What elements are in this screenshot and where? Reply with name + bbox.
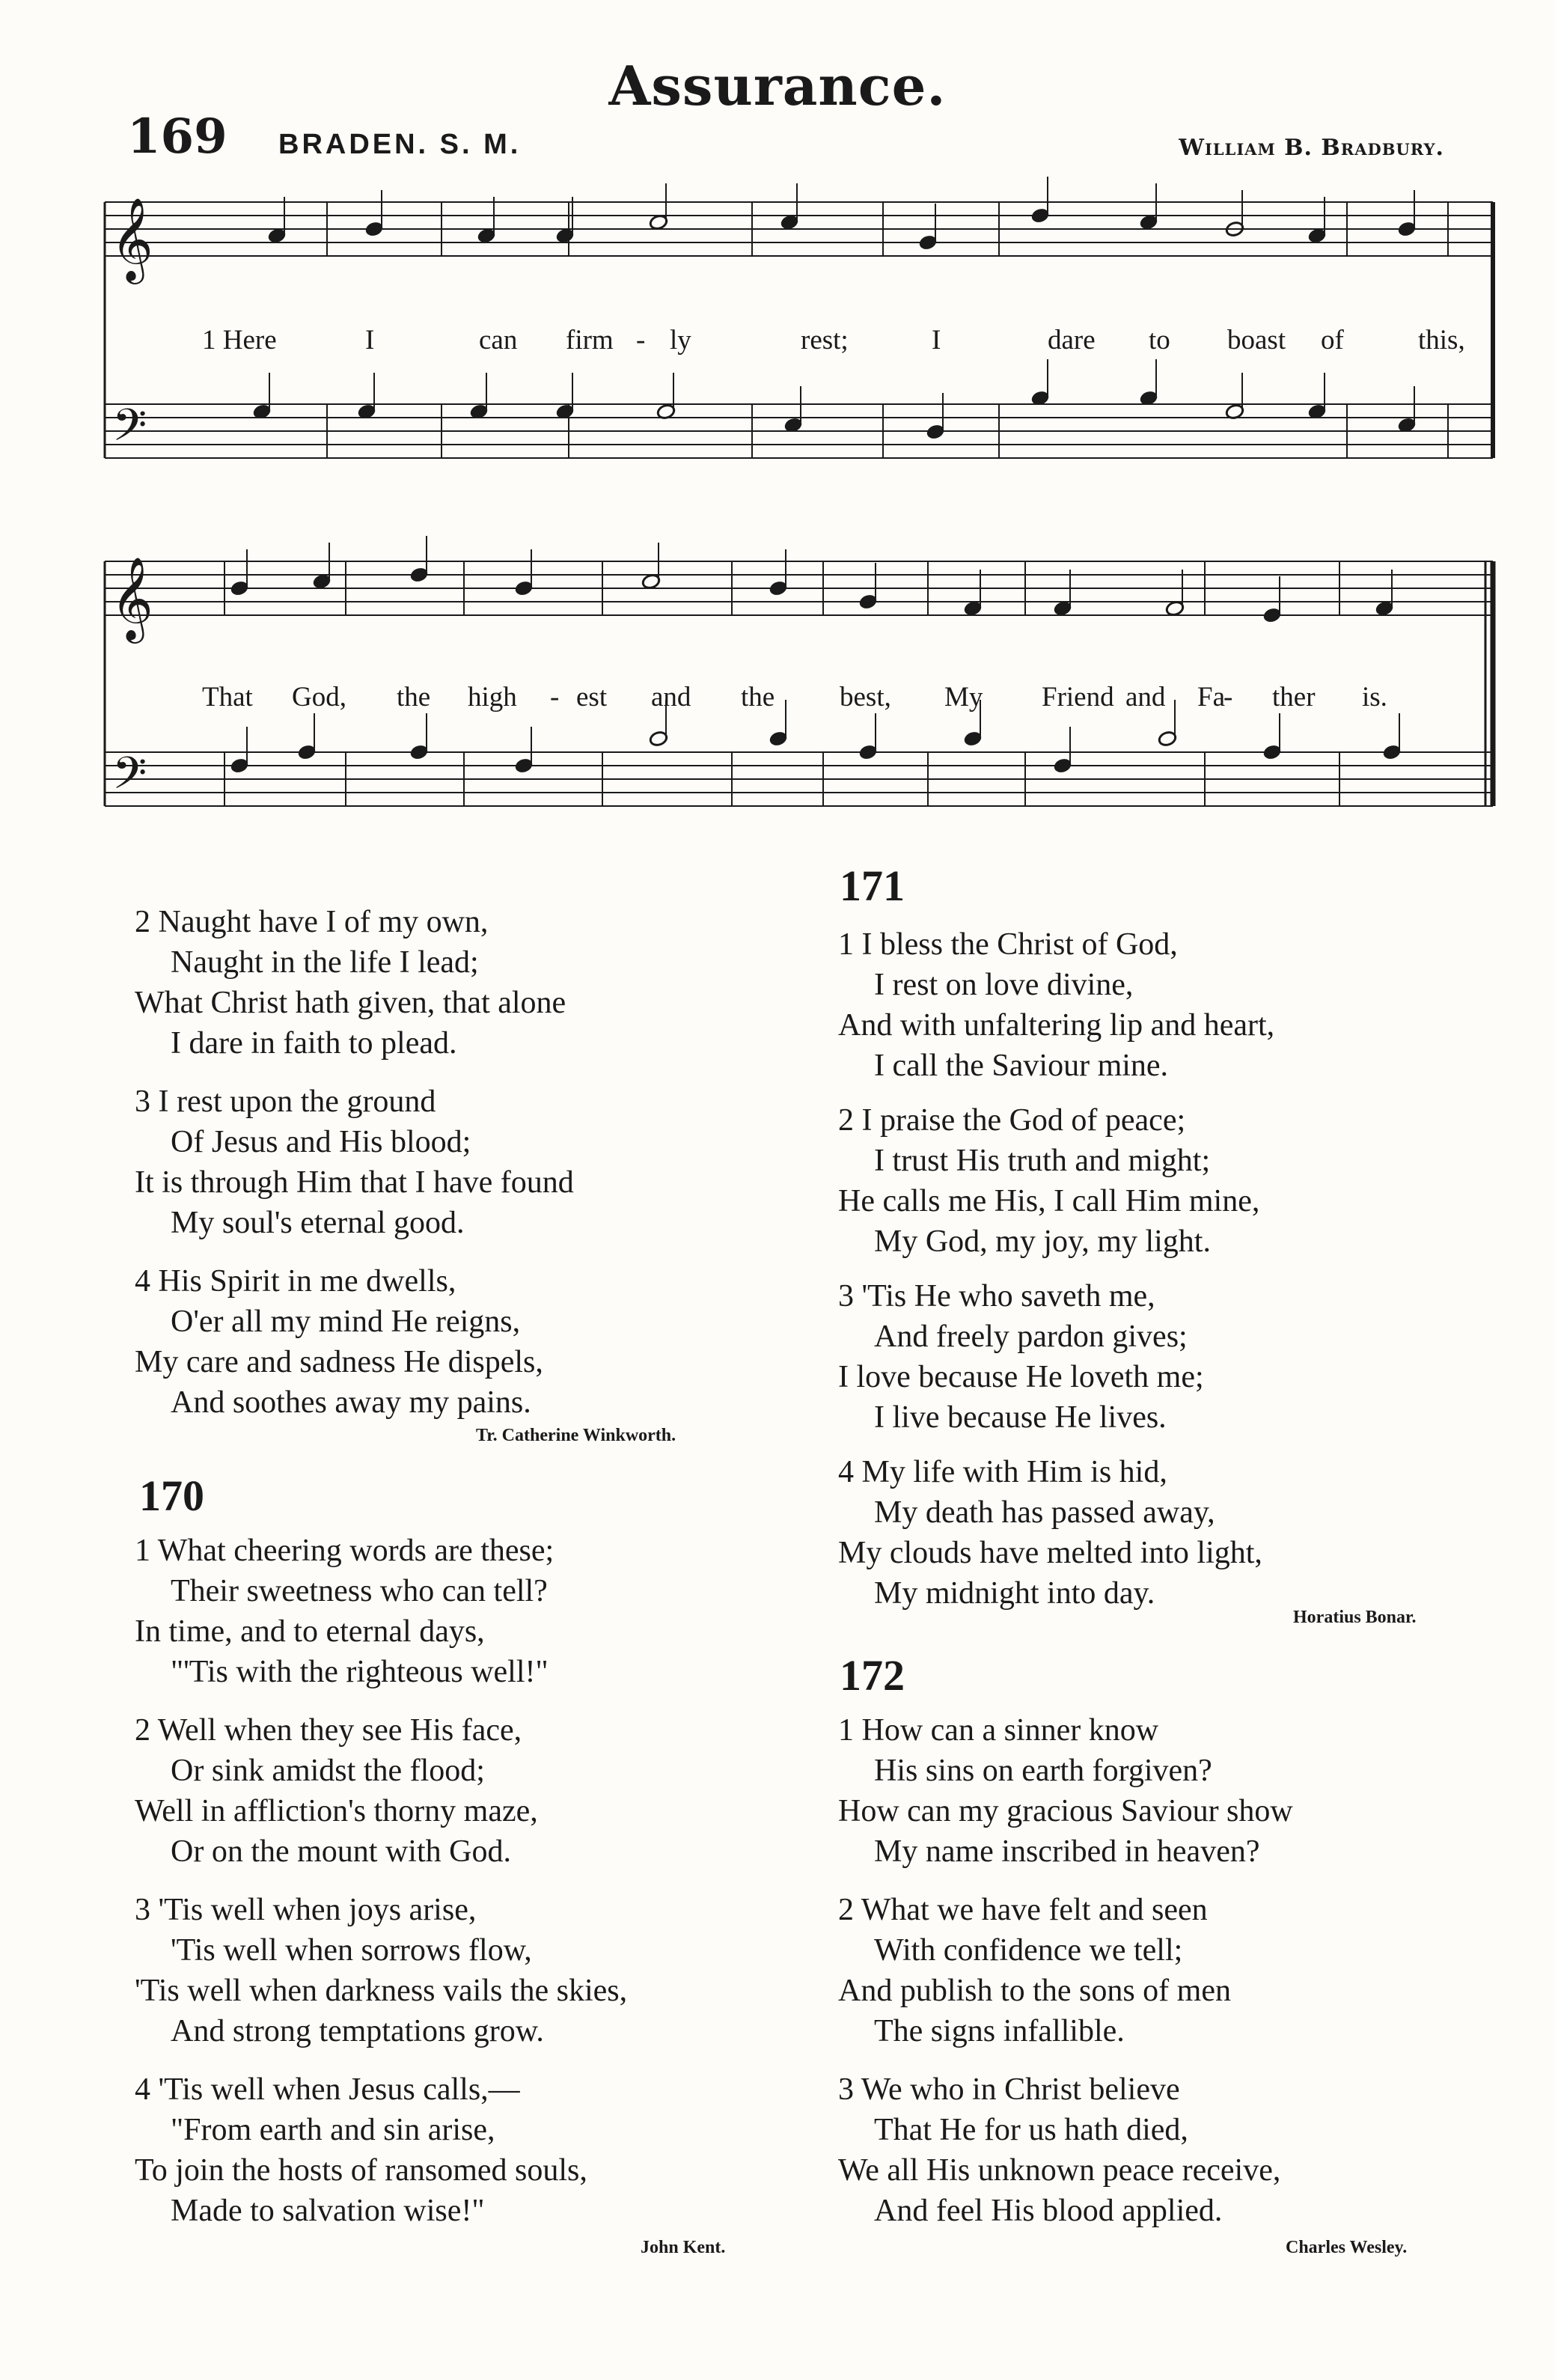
clef-icon: 𝄢: [112, 399, 147, 462]
verse-line: Or on the mount with God.: [171, 1834, 511, 1869]
verse-line: 1 How can a sinner know: [838, 1713, 1159, 1748]
lyric-word: to: [1149, 325, 1170, 356]
hymn170-verse-1: [135, 1531, 554, 1692]
hymn169-verse-4: [135, 1261, 543, 1423]
lyric-word: and: [651, 682, 691, 713]
lyric-word: -: [1223, 682, 1233, 713]
hymn170-verse-2: [135, 1710, 538, 1872]
verse-line: That He for us hath died,: [874, 2113, 1188, 2147]
clef-icon: 𝄞: [111, 556, 153, 640]
verse-line: What Christ hath given, that alone: [135, 986, 566, 1020]
lyric-word: est: [576, 682, 608, 713]
section-title: Assurance.: [608, 54, 947, 118]
verse-line: The signs infallible.: [874, 2014, 1125, 2048]
verse-line: 3 'Tis He who saveth me,: [838, 1279, 1155, 1313]
lyric-word: firm: [566, 325, 614, 356]
verse-line: My name inscribed in heaven?: [874, 1834, 1260, 1869]
verse-line: We all His unknown peace receive,: [838, 2153, 1281, 2188]
verse-line: I rest on love divine,: [874, 968, 1134, 1002]
lyric-word: Fa: [1197, 682, 1225, 713]
lyric-word: -: [550, 682, 560, 713]
verse-line: 1 What cheering words are these;: [135, 1534, 555, 1568]
verse-line: Naught in the life I lead;: [171, 945, 479, 980]
hymn-number-171: 171: [840, 861, 905, 910]
lyric-word: the: [741, 682, 775, 713]
verse-line: My midnight into day.: [874, 1576, 1155, 1611]
author-170: John Kent.: [641, 2238, 726, 2257]
verse-line: My God, my joy, my light.: [874, 1224, 1211, 1259]
lyric-word: Friend: [1042, 682, 1114, 713]
verse-line: 3 I rest upon the ground: [135, 1084, 436, 1119]
verse-line: Or sink amidst the flood;: [171, 1754, 485, 1788]
lyric-word: dare: [1048, 325, 1096, 356]
lyric-word: is.: [1362, 682, 1387, 713]
hymn171-verse-4: [838, 1452, 1262, 1614]
verse-line: I love because He loveth me;: [838, 1360, 1204, 1394]
verse-line: 2 I praise the God of peace;: [838, 1103, 1186, 1138]
verse-line: 2 Well when they see His face,: [135, 1713, 522, 1748]
lyric-word: I: [365, 325, 375, 356]
verse-line: 2 Naught have I of my own,: [135, 905, 489, 939]
author-171: Horatius Bonar.: [1293, 1608, 1417, 1627]
author-172: Charles Wesley.: [1286, 2238, 1408, 2257]
music-score: [0, 0, 1555, 853]
verse-line: O'er all my mind He reigns,: [171, 1305, 521, 1339]
verse-line: 4 His Spirit in me dwells,: [135, 1264, 456, 1299]
verse-line: Of Jesus and His blood;: [171, 1125, 471, 1159]
hymn171-verse-3: [838, 1276, 1204, 1438]
lyric-word: and: [1125, 682, 1166, 713]
verse-line: And strong temptations grow.: [171, 2014, 544, 2048]
verse-line: 4 My life with Him is hid,: [838, 1455, 1167, 1489]
hymn169-verse-2: [135, 902, 566, 1064]
lyric-word: God,: [292, 682, 346, 713]
verse-line: I call the Saviour mine.: [874, 1049, 1169, 1083]
hymn172-verse-3: [838, 2069, 1280, 2231]
verse-line: Well in affliction's thorny maze,: [135, 1794, 538, 1828]
verse-line: And with unfaltering lip and heart,: [838, 1008, 1275, 1043]
composer: William B. Bradbury.: [1179, 135, 1444, 161]
hymn171-verse-2: [838, 1100, 1259, 1262]
verse-line: I live because He lives.: [874, 1400, 1167, 1435]
verse-line: 1 I bless the Christ of God,: [838, 927, 1178, 962]
lyric-word: 1 Here: [202, 325, 277, 356]
lyric-word: can: [479, 325, 518, 356]
lyric-word: the: [397, 682, 431, 713]
verse-line: He calls me His, I call Him mine,: [838, 1184, 1260, 1218]
verse-line: 'Tis well when sorrows flow,: [171, 1933, 532, 1968]
lyric-word: I: [932, 325, 941, 356]
verse-line: My death has passed away,: [874, 1495, 1215, 1530]
lyric-word: boast: [1227, 325, 1286, 356]
verse-line: My soul's eternal good.: [171, 1206, 465, 1240]
verse-line: 2 What we have felt and seen: [838, 1893, 1208, 1927]
verse-line: It is through Him that I have found: [135, 1165, 574, 1200]
verse-line: My care and sadness He dispels,: [135, 1345, 543, 1379]
verse-line: How can my gracious Saviour show: [838, 1794, 1293, 1828]
verse-line: I dare in faith to plead.: [171, 1026, 457, 1061]
verse-line: 4 'Tis well when Jesus calls,—: [135, 2072, 520, 2107]
lyric-word: this,: [1418, 325, 1465, 356]
author-169: Tr. Catherine Winkworth.: [476, 1426, 676, 1445]
hymn-number-169: 169: [127, 109, 227, 165]
lyric-word: high: [468, 682, 517, 713]
lyric-word: -: [636, 325, 646, 356]
verse-line: 3 We who in Christ believe: [838, 2072, 1180, 2107]
lyric-word: of: [1321, 325, 1344, 356]
verse-line: And freely pardon gives;: [874, 1319, 1188, 1354]
verse-line: To join the hosts of ransomed souls,: [135, 2153, 587, 2188]
verse-line: And feel His blood applied.: [874, 2194, 1223, 2228]
hymn169-verse-3: [135, 1081, 574, 1243]
hymn170-verse-3: [135, 1890, 627, 2051]
verse-line: I trust His truth and might;: [874, 1144, 1211, 1178]
hymn-number-170: 170: [139, 1471, 204, 1520]
lyric-word: rest;: [801, 325, 849, 356]
verse-line: 3 'Tis well when joys arise,: [135, 1893, 477, 1927]
hymn172-verse-1: [838, 1710, 1293, 1872]
clef-icon: 𝄢: [112, 747, 147, 810]
verse-line: And publish to the sons of men: [838, 1974, 1231, 2008]
verse-line: And soothes away my pains.: [171, 1385, 531, 1420]
lyric-word: My: [944, 682, 983, 713]
lyric-word: ther: [1272, 682, 1316, 713]
lyric-word: best,: [840, 682, 891, 713]
verse-line: "From earth and sin arise,: [171, 2113, 495, 2147]
lyric-word: That: [202, 682, 253, 713]
verse-line: 'Tis well when darkness vails the skies,: [135, 1974, 628, 2008]
verse-line: In time, and to eternal days,: [135, 1614, 485, 1649]
tune-name: BRADEN. S. M.: [278, 129, 522, 160]
verse-line: "'Tis with the righteous well!": [171, 1655, 549, 1689]
verse-line: His sins on earth forgiven?: [874, 1754, 1212, 1788]
verse-line: My clouds have melted into light,: [838, 1536, 1262, 1570]
lyric-word: ly: [670, 325, 691, 356]
verse-line: Their sweetness who can tell?: [171, 1574, 548, 1608]
hymn170-verse-4: [135, 2069, 587, 2231]
hymn171-verse-1: [838, 924, 1274, 1086]
clef-icon: 𝄞: [111, 197, 153, 281]
verse-line: Made to salvation wise!": [171, 2194, 485, 2228]
hymn-number-172: 172: [840, 1651, 905, 1700]
hymn172-verse-2: [838, 1890, 1231, 2051]
verse-line: With confidence we tell;: [874, 1933, 1183, 1968]
